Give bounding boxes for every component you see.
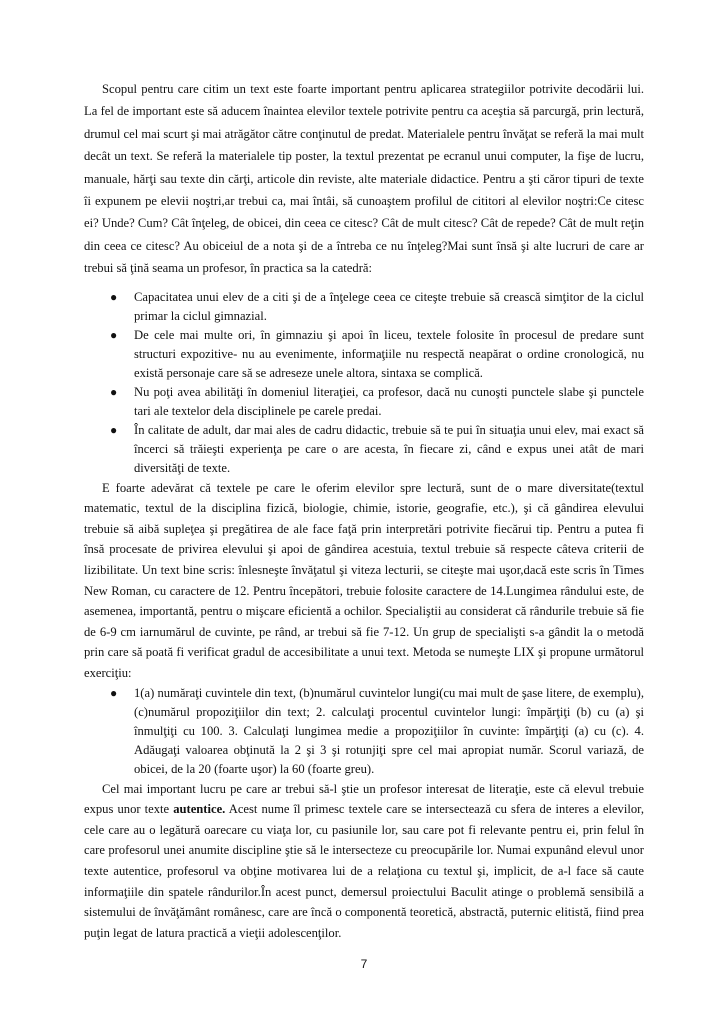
intro-paragraph: Scopul pentru care citim un text este foarte important pentru aplicarea strategiilor potrivite decodării lui. La fel de important este să aducem înaintea elevilor textele potrivite pentru ca aceştia să parcurgă, prin lectură, drumul cel mai scurt şi mai atrăgător către conţinutul de predat. Materialele pentru învăţat se referă la mai mult decât un text. Se referă la materialele tip poster, la textul prezentat pe ecranul unui computer, la fişe de lucru, manuale, hărţi sau texte din cărţi, articole din reviste, alte materiale didactice. Pentru a şti căror tipuri de texte îi expunem pe elevii noştri,ar trebui ca, mai întâi, să cunoaştem profilul de cititori al elevilor noştri:Ce citesc ei? Unde? Cum? Cât înţeleg, de obicei, din ceea ce citesc? Cât de mult citesc? Cât de repede? Cât de mult reţin din ceea ce citesc? Au obiceiul de a nota şi de a întreba ce nu înţeleg?Mai sunt însă şi alte lucruri de care ar trebui să ţină seama un profesor, în practica sa la catedră: xyxy=(84,82,644,276)
bullet-icon: ● xyxy=(110,384,118,399)
readability-section xyxy=(84,478,644,944)
list-item xyxy=(110,383,644,421)
list-item xyxy=(110,421,644,478)
paragraph-text-start: Cel mai important lucru pe care ar trebui să-l ştie un profesor interesat de literaţie, este că elevul trebuie expus unor texte xyxy=(84,781,644,817)
list-item-text: De cele mai multe ori, în gimnaziu şi apoi în liceu, textele folosite în procesul de predare sunt structuri expozitive- nu au evenimente, informaţiile nu respectă neapărat o ordine cronologică, nu există personaje care să se adreseze unele altora, sintaxa se complică. xyxy=(134,327,644,380)
list-item xyxy=(110,288,644,326)
bullet-icon: ● xyxy=(110,327,118,342)
emphasis-authentic: autentice. xyxy=(173,802,226,817)
bullet-icon: ● xyxy=(110,422,118,437)
list-item-text: În calitate de adult, dar mai ales de cadru didactic, trebuie să te pui în situaţia unui elev, mai exact să încerci să trăieşti experienţa pe care o are acesta, în fiecare zi, când e expus unei atât de mari diversităţi de texte. xyxy=(134,422,644,475)
list-item-text: Capacitatea unui elev de a citi şi de a înţelege ceea ce citeşte trebuie să crească simţitor de la ciclul primar la ciclul gimnazial. xyxy=(134,289,644,323)
teacher-considerations-list xyxy=(84,288,644,478)
lix-method-list xyxy=(84,684,644,779)
list-item-text: 1(a) număraţi cuvintele din text, (b)numărul cuvintelor lungi(cu mai mult de şase litere, de exemplu), (c)numărul propoziţiilor din text; 2. calculaţi procentul cuvintelor lungi: împărţiţi (b) cu (a) şi înmulţiţi cu 100. 3. Calculaţi lungimea medie a propoziţiilor în cuvinte: împărţiţi (a) cu (c). 4. Adăugaţi valoarea obţinută la 2 şi 3 şi rotunjiţi spre cel mai apropiat număr. Scorul variază, de obicei, de la 20 (foarte uşor) la 60 (foarte greu). xyxy=(134,685,644,776)
authentic-texts-paragraph xyxy=(84,779,644,944)
readability-paragraph: E foarte adevărat că textele pe care le oferim elevilor spre lectură, sunt de o mare diversitate(textul matematic, textul de la disciplina fizică, biologie, chimie, istorie, geografie, etc.), şi că gândirea elevului trebuie să aibă supleţea şi pregătirea de ale face faţă prin interpretări potrivite fiecărui tip. Pentru a putea fi însă procesate de privirea elevului şi apoi de gândirea acestuia, textul trebuie să respecte câteva criterii de lizibilitate. Un text bine scris: înlesneşte învăţatul şi viteza lecturii, se citeşte mai uşor,dacă este scris în Times New Roman, cu caractere de 12. Pentru începători, trebuie folosite caractere de 14.Lungimea rândului este, de asemenea, importantă, pentru o mişcare eficientă a ochilor. Specialiştii au considerat că rândurile trebuie să fie de 6-9 cm iarnumărul de cuvinte, pe rând, ar trebui să fie 7-12. Un grup de specialişti s-a gândit la o metodă prin care să poată fi verificat gradul de accesibilitate a unui text. Metoda se numeşte LIX şi propune următorul exerciţiu: xyxy=(84,480,644,680)
page-number: 7 xyxy=(360,957,368,971)
list-item-text: Nu poţi avea abilităţi în domeniul literaţiei, ca profesor, dacă nu cunoşti punctele slabe şi punctele tari ale textelor dela disciplinele pe carele predai. xyxy=(134,384,644,418)
bullet-icon: ● xyxy=(110,685,118,700)
document-body xyxy=(84,78,644,943)
list-item xyxy=(110,326,644,383)
list-item xyxy=(110,684,644,779)
paragraph-text-end: Acest nume îl primesc textele care se intersectează cu sfera de interes a elevilor, cele care au o legătură oarecare cu viaţa lor, cu pasiunile lor, sau care pot fi relevante pentru ei, prin felul în care profesorul unei anumite discipline ştie să le intersecteze cu preocupările lor. Numai expunând elevul unor texte autentice, profesorul va obţine motivarea lui de a relaţiona cu textul şi, implicit, de a-l face să caute informaţiile din spatele rândurilor.În acest punct, demersul proiectului Baculit atinge o problemă sensibilă a sistemului de învăţământ românesc, care are încă o componentă teoretică, abstractă, puternic elitistă, fiind prea puţin legat de latura practică a vieţii adolescenţilor. xyxy=(84,802,644,940)
bullet-icon: ● xyxy=(110,289,118,304)
